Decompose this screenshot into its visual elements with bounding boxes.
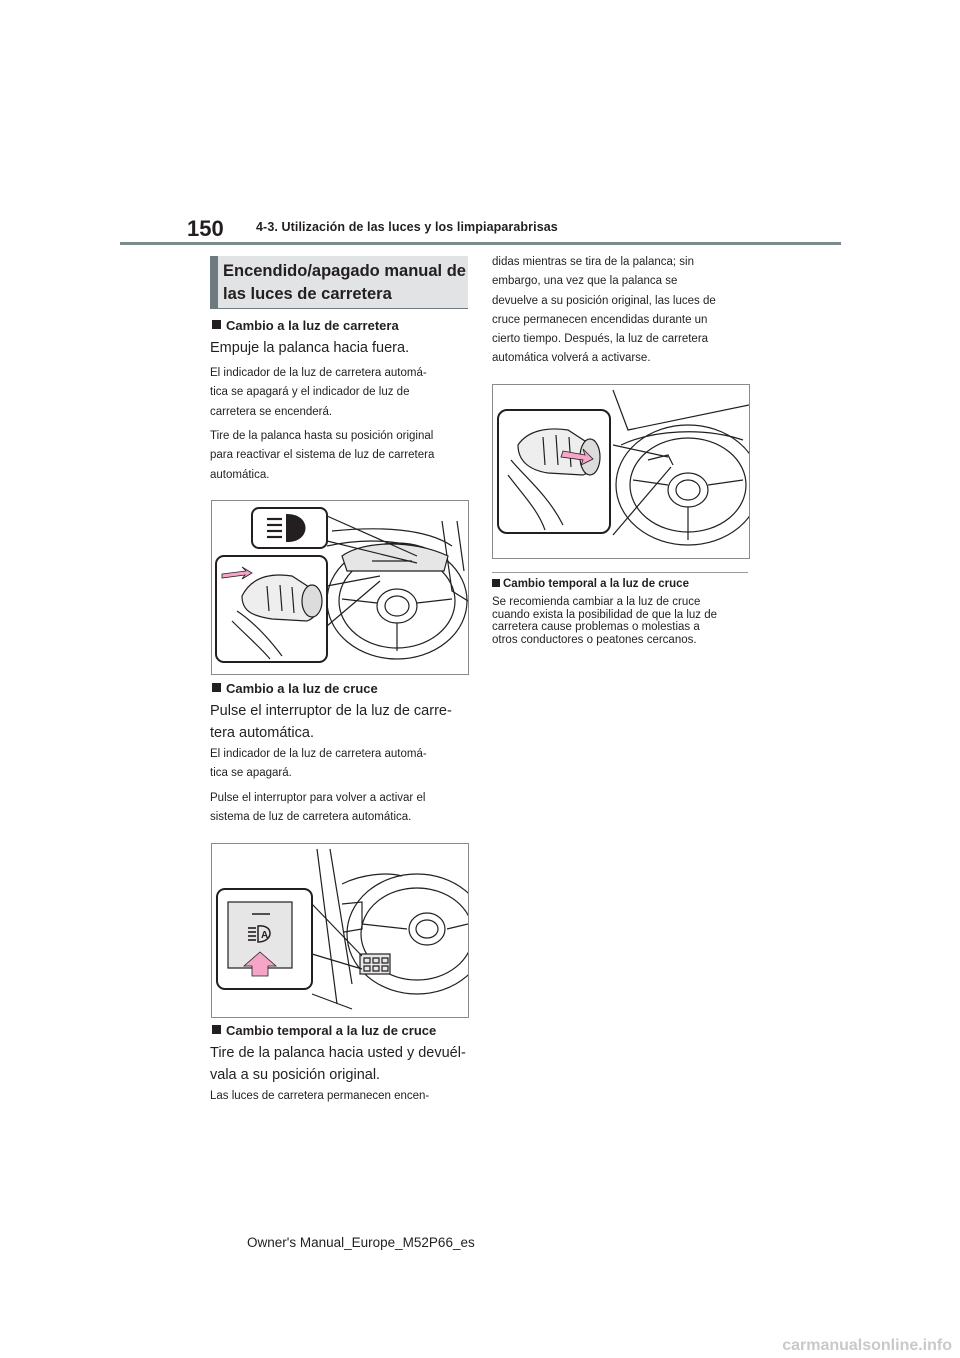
paragraph-low-beam-1: El indicador de la luz de carretera automá- tica se apagará.	[210, 748, 427, 780]
heading-text	[223, 260, 466, 306]
section-title: 4-3. Utilización de las luces y los limpiaparabrisas	[256, 220, 558, 234]
square-bullet-icon	[212, 683, 221, 692]
heading-line-1: Encendido/apagado manual de	[223, 262, 466, 280]
paragraph-high-beam-1: El indicador de la luz de carretera automá- tica se apagará y el indicador de luz de carretera se encenderá.	[210, 367, 427, 418]
heading-rule	[210, 308, 468, 309]
section-heading	[210, 256, 468, 308]
header-rule	[120, 242, 841, 245]
square-bullet-icon	[492, 579, 500, 587]
heading-line-2: las luces de carretera	[223, 285, 392, 303]
watermark: carmanualsonline.info	[782, 1337, 952, 1354]
paragraph-low-beam-2: Pulse el interruptor para volver a activar el sistema de luz de carretera automática.	[210, 792, 426, 824]
paragraph-temporary-low-beam: Las luces de carretera permanecen encen-	[210, 1090, 430, 1102]
subheading-high-beam: Cambio a la luz de carretera	[212, 318, 399, 334]
instruction-temporary-low-beam: Tire de la palanca hacia usted y devuél- vala a su posición original.	[210, 1045, 466, 1083]
heading-accent-bar	[210, 256, 218, 308]
subheading-temporary-low-beam: Cambio temporal a la luz de cruce	[212, 1023, 436, 1039]
square-bullet-icon	[212, 320, 221, 329]
switch-press-illustration	[212, 844, 468, 1017]
page-number: 150	[187, 216, 224, 241]
note-separator	[492, 572, 748, 573]
lever-pull-illustration	[493, 385, 749, 558]
instruction-low-beam: Pulse el interruptor de la luz de carre- tera automática.	[210, 703, 452, 741]
subheading-low-beam: Cambio a la luz de cruce	[212, 681, 378, 697]
figure-lever-pull	[492, 384, 750, 559]
lever-push-illustration	[212, 501, 468, 674]
paragraph-continued: didas mientras se tira de la palanca; sin embargo, una vez que la palanca se devuelve a su posición original, las luces de cruce permanecen encendidas durante un cierto tiempo. Después, la luz de carretera automática volverá a activarse.	[492, 256, 716, 365]
square-bullet-icon	[212, 1025, 221, 1034]
footer-text: Owner's Manual_Europe_M52P66_es	[247, 1235, 475, 1250]
paragraph-high-beam-2: Tire de la palanca hasta su posición original para reactivar el sistema de luz de carretera automática.	[210, 430, 435, 481]
figure-lever-push	[211, 500, 469, 675]
svg-text:A: A	[261, 930, 269, 941]
note-heading: Cambio temporal a la luz de cruce	[492, 577, 689, 591]
figure-switch-press	[211, 843, 469, 1018]
instruction-high-beam: Empuje la palanca hacia fuera.	[210, 340, 410, 356]
note-body: Se recomienda cambiar a la luz de cruce cuando exista la posibilidad de que la luz de carretera cause problemas o molestias a otros conductores o peatones cercanos.	[492, 596, 718, 646]
